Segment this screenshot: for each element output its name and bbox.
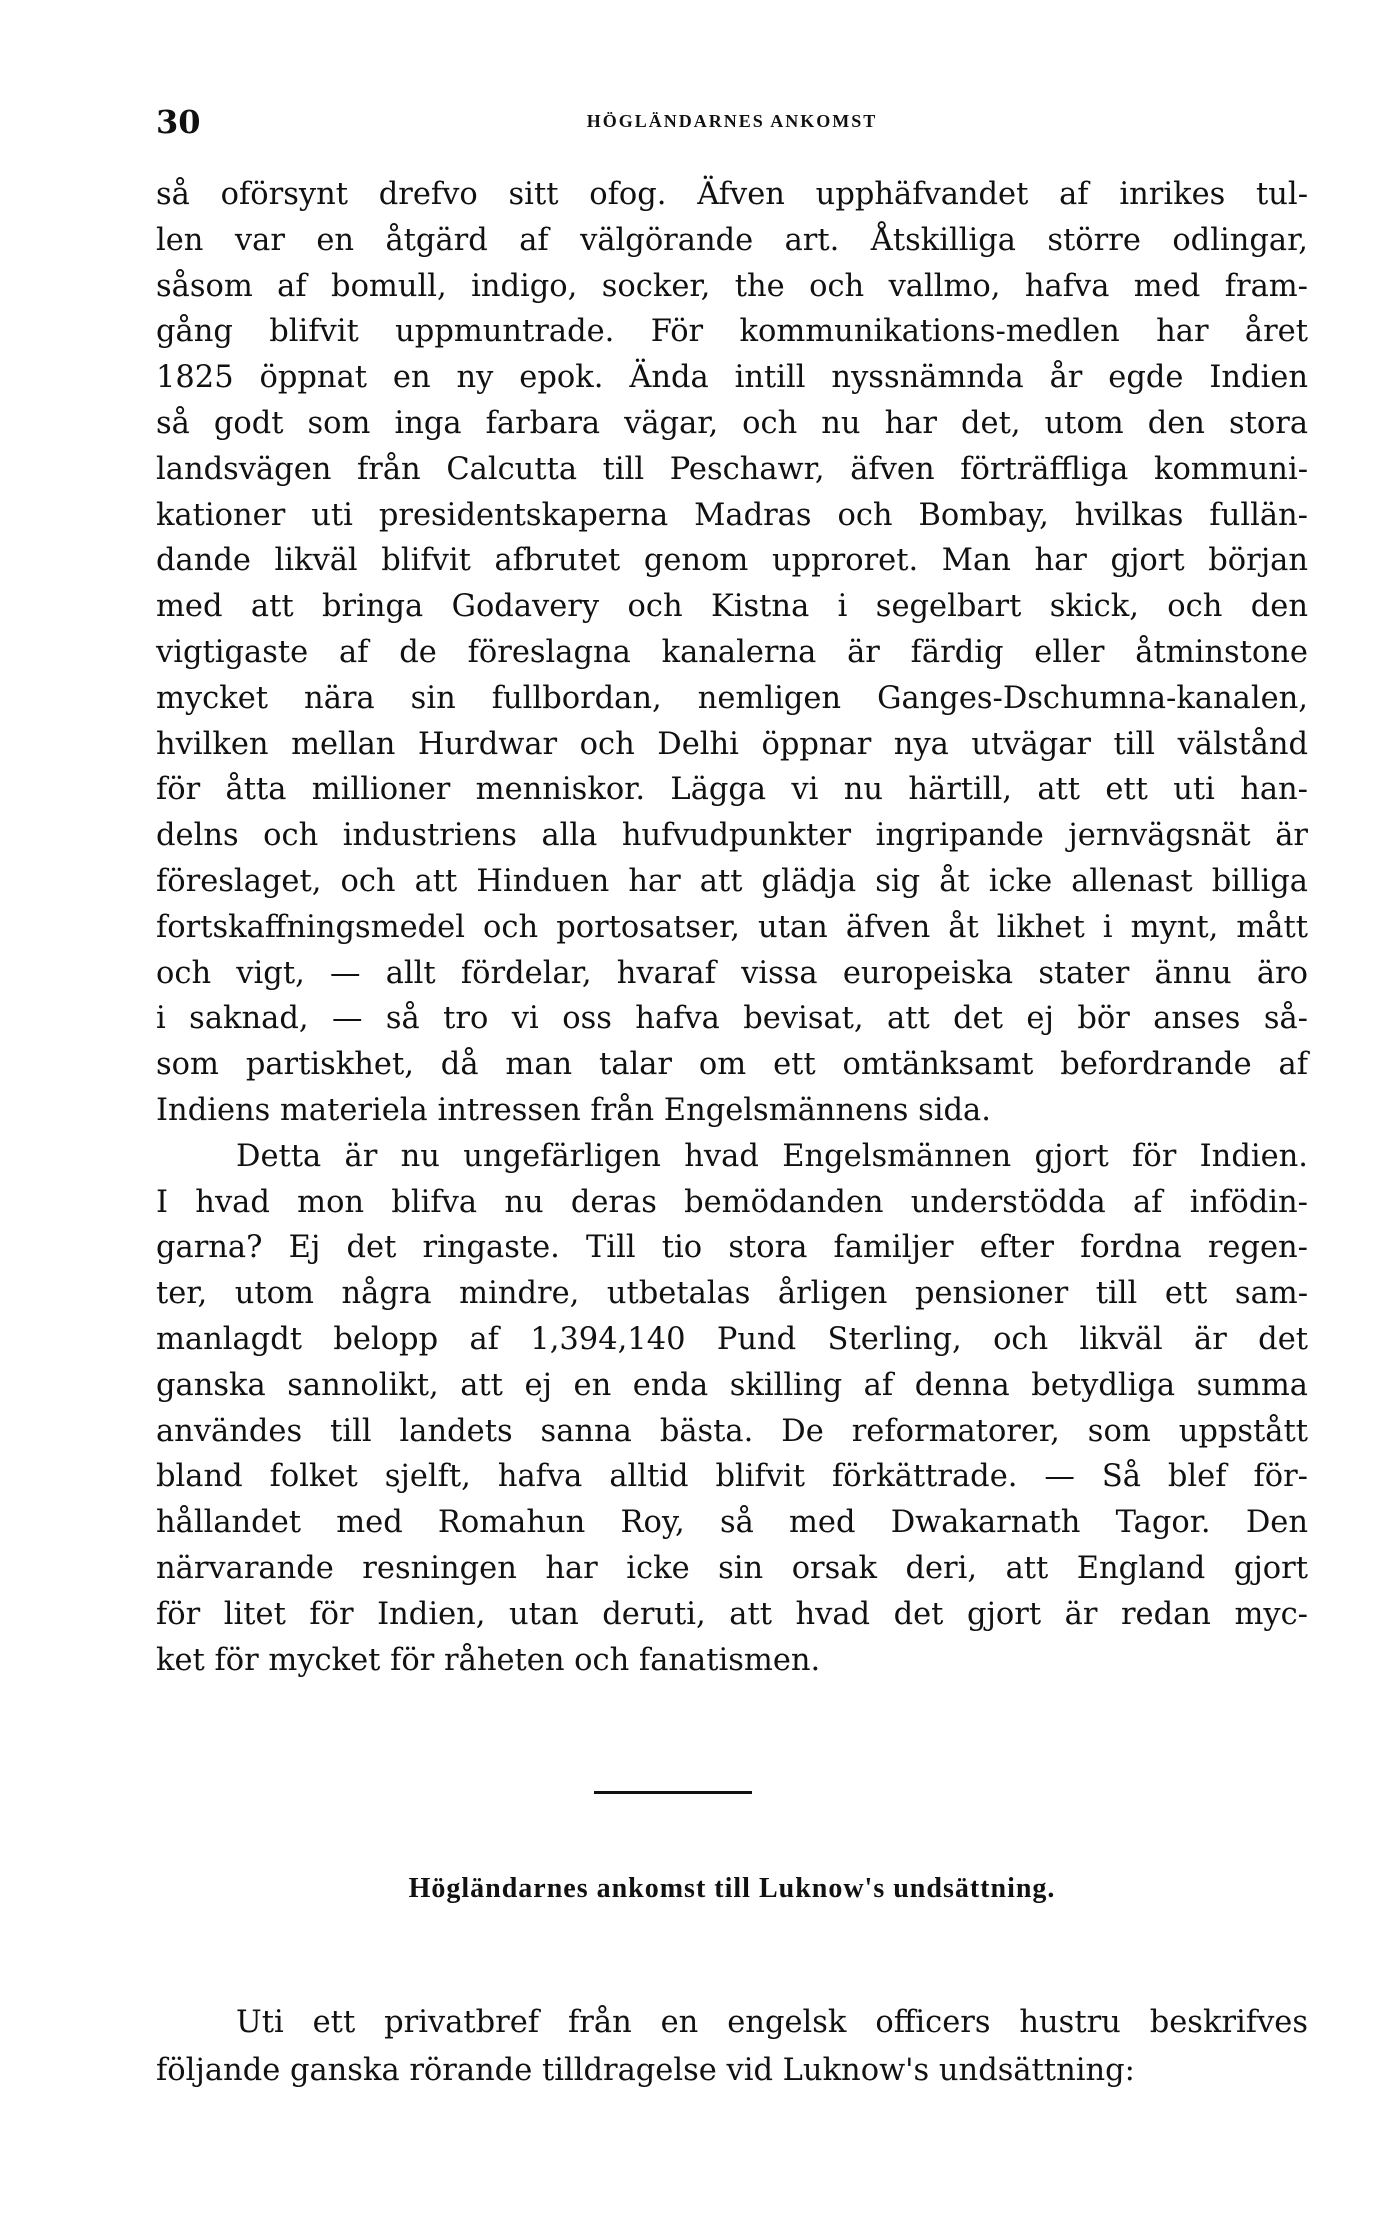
text-line: Uti ett privatbref från en engelsk officers hustru beskrifves: [236, 2005, 1308, 2040]
text-line: följande ganska rörande tilldragelse vid Luknow's undsättning:: [156, 2053, 1135, 2088]
text-line: och vigt, — allt fördelar, hvaraf vissa europeiska stater ännu äro: [156, 955, 1308, 991]
text-line: hållandet med Romahun Roy, så med Dwakarnath Tagor. Den: [156, 1505, 1308, 1541]
text-line: så godt som inga farbara vägar, och nu har det, utom den stora: [156, 405, 1308, 441]
text-line: som partiskhet, då man talar om ett omtänksamt befordrande af: [156, 1047, 1308, 1083]
text-line: gång blifvit uppmuntrade. För kommunikations-medlen har året: [156, 314, 1308, 350]
page-number: 30: [156, 103, 201, 141]
text-line: garna? Ej det ringaste. Till tio stora familjer efter fordna regen-: [156, 1230, 1308, 1266]
text-line: för åtta millioner menniskor. Lägga vi nu härtill, att ett uti han-: [156, 772, 1308, 808]
text-line: I hvad mon blifva nu deras bemödanden understödda af infödin-: [156, 1184, 1308, 1220]
text-line: användes till landets sanna bästa. De reformatorer, som uppstått: [156, 1413, 1308, 1449]
text-line: i saknad, — så tro vi oss hafva bevisat, att det ej bör anses så-: [156, 1001, 1308, 1037]
text-line: delns och industriens alla hufvudpunkter ingripande jernvägsnät är: [156, 818, 1308, 854]
running-title: HÖGLÄNDARNES ANKOMST: [586, 111, 878, 131]
text-line: 1825 öppnat en ny epok. Ända intill nyssnämnda år egde Indien: [156, 360, 1308, 396]
text-line: för litet för Indien, utan deruti, att hvad det gjort är redan myc-: [156, 1596, 1308, 1632]
text-line: så oförsynt drefvo sitt ofog. Äfven upphäfvandet af inrikes tul-: [156, 177, 1308, 212]
text-line: hvilken mellan Hurdwar och Delhi öppnar nya utvägar till välstånd: [156, 726, 1308, 762]
text-line: dande likväl blifvit afbrutet genom upproret. Man har gjort början: [156, 543, 1308, 579]
text-line: ganska sannolikt, att ej en enda skilling af denna betydliga summa: [156, 1367, 1308, 1403]
text-line: len var en åtgärd af välgörande art. Åtskilliga större odlingar,: [156, 222, 1308, 258]
section-text: [156, 1999, 1308, 2095]
text-line: ket för mycket för råheten och fanatismen.: [156, 1642, 821, 1678]
running-head: [156, 103, 1308, 143]
text-line: vigtigaste af de föreslagna kanalerna är färdig eller åtminstone: [156, 634, 1308, 670]
body-text: [156, 172, 1308, 1683]
text-line: kationer uti presidentskaperna Madras och Bombay, hvilkas fullän-: [156, 497, 1308, 533]
section-heading: Högländarnes ankomst till Luknow's undsättning.: [408, 1873, 1056, 1904]
text-line: bland folket sjelft, hafva alltid blifvit förkättrade. — Så blef för-: [156, 1459, 1308, 1495]
text-line: närvarande resningen har icke sin orsak deri, att England gjort: [156, 1550, 1308, 1586]
text-line: landsvägen från Calcutta till Peschawr, äfven förträffliga kommuni-: [156, 451, 1308, 487]
text-line: ter, utom några mindre, utbetalas årligen pensioner till ett sam-: [156, 1276, 1308, 1312]
text-line: med att bringa Godavery och Kistna i segelbart skick, och den: [156, 589, 1308, 625]
text-line: såsom af bomull, indigo, socker, the och vallmo, hafva med fram-: [156, 268, 1308, 304]
text-line: manlagdt belopp af 1,394,140 Pund Sterling, och likväl är det: [156, 1321, 1308, 1357]
text-line: Indiens materiela intressen från Engelsmännens sida.: [156, 1092, 991, 1128]
text-line: mycket nära sin fullbordan, nemligen Ganges-Dschumna-kanalen,: [156, 680, 1308, 716]
text-line: Detta är nu ungefärligen hvad Engelsmännen gjort för Indien.: [236, 1138, 1308, 1174]
text-line: fortskaffningsmedel och portosatser, utan äfven åt likhet i mynt, mått: [156, 909, 1308, 945]
text-line: föreslaget, och att Hinduen har att glädja sig åt icke allenast billiga: [156, 863, 1308, 899]
section-divider: [594, 1791, 752, 1794]
